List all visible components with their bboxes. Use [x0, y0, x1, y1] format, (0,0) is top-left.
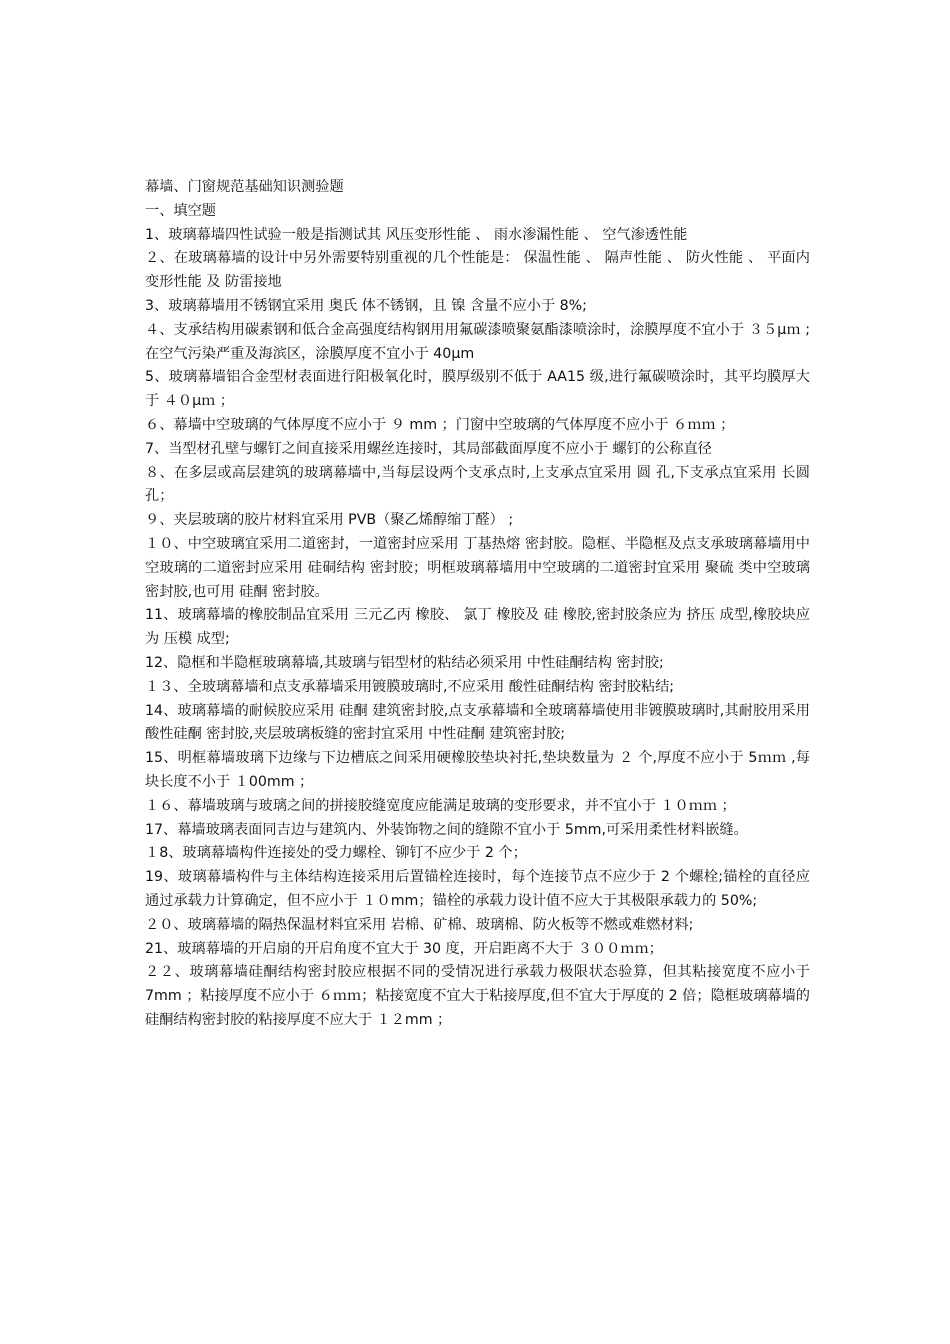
question-3: 3、玻璃幕墙用不锈钢宜采用 奥氏 体不锈钢，且 镍 含量不应小于 8%;: [145, 297, 587, 314]
question-9: ９、夹层玻璃的胶片材料宜采用 PVB（聚乙烯醇缩丁醛） ;: [145, 512, 514, 529]
question-8: ８、在多层或高层建筑的玻璃幕墙中,当每层设两个支承点时,上支承点宜采用 圆 孔,下支承点宜采用 长圆 孔；: [145, 464, 810, 505]
question-4: ４、支承结构用碳素钢和低合金高强度结构钢用用氟碳漆喷聚氨酯漆喷涂时，涂膜厚度不宜小于 ３５μｍ ;在空气污染严重及海滨区，涂膜厚度不宜小于 40μm: [145, 321, 810, 362]
question-22: ２２、玻璃幕墙硅酮结构密封胶应根据不同的受情况进行承载力极限状态验算，但其粘接宽度不应小于 7mm ；粘接厚度不应小于 ６ｍｍ；粘接宽度不宜大于粘接厚度,但不宜大于厚度的 2 倍；隐框玻璃幕墙的硅酮结构密封胶的粘接厚度不应大于 １２mm ；: [145, 964, 810, 1028]
question-18: １8、玻璃幕墙构件连接处的受力螺栓、铆钉不应少于 2 个；: [145, 845, 527, 862]
question-15: 15、明框幕墙玻璃下边缘与下边槽底之间采用硬橡胶垫块衬托,垫块数量为 ２ 个,厚度不应小于 5ｍｍ ,每块长度不小于 １00mm ；: [145, 750, 810, 790]
question-10: １０、中空玻璃宜采用二道密封，一道密封应采用 丁基热熔 密封胶。隐框、半隐框及点支承玻璃幕墙用中空玻璃的二道密封应采用 硅硐结构 密封胶；明框玻璃幕墙用中空玻璃的二道密封宜采用 聚硫 类中空玻璃密封胶,也可用 硅酮 密封胶。: [145, 535, 810, 600]
question-16: １６、幕墙玻璃与玻璃之间的拼接胶缝宽度应能满足玻璃的变形要求，并不宜小于 １０ｍｍ ；: [145, 797, 736, 814]
question-2: ２、在玻璃幕墙的设计中另外需要特别重视的几个性能是： 保温性能 、 隔声性能 、 防火性能 、 平面内变形性能 及 防雷接地: [145, 250, 810, 291]
question-6: ６、幕墙中空玻璃的气体厚度不应小于 ９ mm ；门窗中空玻璃的气体厚度不应小于 ６ｍｍ ；: [145, 416, 735, 433]
document-body: [145, 176, 810, 1033]
question-11: 11、玻璃幕墙的橡胶制品宜采用 三元乙丙 橡胶、 氯丁 橡胶及 硅 橡胶,密封胶条应为 挤压 成型,橡胶块应为 压模 成型;: [145, 607, 810, 648]
question-7: 7、当型材孔壁与螺钉之间直接采用螺丝连接时，其局部截面厚度不应小于 螺钉的公称直径: [145, 440, 712, 457]
question-20: ２０、玻璃幕墙的隔热保温材料宜采用 岩棉、矿棉、玻璃棉、防火板等不燃或难燃材料;: [145, 916, 694, 933]
question-1: 1、玻璃幕墙四性试验一般是指测试其 风压变形性能 、 雨水渗漏性能 、 空气渗透性能: [145, 226, 688, 243]
question-14: 14、玻璃幕墙的耐候胶应采用 硅酮 建筑密封胶,点支承幕墙和全玻璃幕墙使用非镀膜玻璃时,其耐胶用采用 酸性硅酮 密封胶,夹层玻璃板缝的密封宜采用 中性硅酮 建筑密封胶;: [145, 702, 810, 743]
section-heading: 一、填空题: [145, 202, 216, 219]
question-21: 21、玻璃幕墙的开启扇的开启角度不宜大于 30 度，开启距离不大于 ３００ｍｍ；: [145, 940, 663, 957]
document-title: 幕墙、门窗规范基础知识测验题: [145, 179, 344, 195]
question-13: １３、全玻璃幕墙和点支承幕墙采用镀膜玻璃时,不应采用 酸性硅酮结构 密封胶粘结;: [145, 678, 675, 695]
question-17: 17、幕墙玻璃表面同吉边与建筑内、外装饰物之间的缝隙不宜小于 5mm,可采用柔性材料嵌缝。: [145, 821, 748, 838]
question-12: 12、隐框和半隐框玻璃幕墙,其玻璃与铝型材的粘结必须采用 中性硅酮结构 密封胶;: [145, 654, 664, 671]
question-5: 5、玻璃幕墙铝合金型材表面进行阳极氧化时，膜厚级别不低于 AA15 级,进行氟碳喷涂时，其平均膜厚大于 ４０μｍ ；: [145, 369, 810, 410]
question-19: 19、玻璃幕墙构件与主体结构连接采用后置锚栓连接时，每个连接节点不应少于 2 个螺栓;锚栓的直径应通过承载力计算确定，但不应小于 １０mm；锚栓的承载力设计值不应大于其极限承载力的 50%;: [145, 869, 810, 909]
